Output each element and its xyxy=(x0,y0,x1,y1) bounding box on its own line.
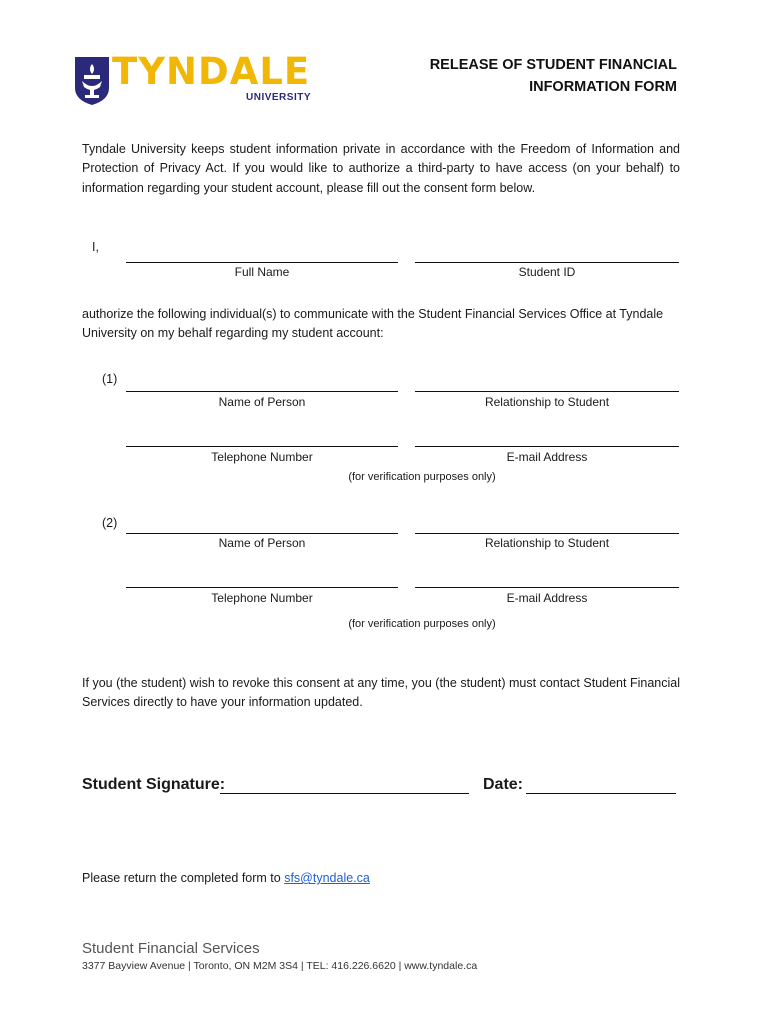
student-id-field[interactable] xyxy=(415,262,679,263)
student-prefix: I, xyxy=(92,240,99,254)
person-2-email-field[interactable] xyxy=(415,587,679,588)
student-id-label: Student ID xyxy=(518,265,576,279)
person-2-verification-note: (for verification purposes only) xyxy=(348,618,496,630)
return-email-link[interactable]: sfs@tyndale.ca xyxy=(284,871,370,885)
signature-field[interactable] xyxy=(220,793,469,794)
person-1-telephone-label: Telephone Number xyxy=(211,450,313,464)
person-2-name-label: Name of Person xyxy=(218,536,306,550)
date-label: Date: xyxy=(483,776,524,793)
return-text: Please return the completed form to xyxy=(82,871,281,885)
revoke-paragraph: If you (the student) wish to revoke this consent at any time, you (the student) must contact Student Financial Services directly to have your information updated. xyxy=(82,676,680,709)
person-2-number: (2) xyxy=(102,516,118,530)
intro-paragraph: Tyndale University keeps student information private in accordance with the Freedom of Information and Protection of Privacy Act. If you would like to authorize a third-party to have access (on your behalf) to information regarding your student account, please fill out the consent form below. xyxy=(82,142,680,195)
footer-address: 3377 Bayview Avenue | Toronto, ON M2M 3S4 | TEL: 416.226.6620 | www.tyndale.ca xyxy=(82,960,478,972)
person-1-number: (1) xyxy=(102,372,118,386)
form-title-line1: RELEASE OF STUDENT FINANCIAL xyxy=(429,57,677,73)
person-2-relationship-label: Relationship to Student xyxy=(484,536,610,550)
person-1-name-field[interactable] xyxy=(126,391,398,392)
footer-department: Student Financial Services xyxy=(82,940,260,957)
form-title xyxy=(430,54,677,98)
logo-shield-icon xyxy=(74,56,110,106)
person-2-email-label: E-mail Address xyxy=(506,591,588,605)
full-name-label: Full Name xyxy=(234,265,290,279)
signature-label: Student Signature: xyxy=(82,776,226,793)
person-2-name-field[interactable] xyxy=(126,533,398,534)
logo-wordmark: TYNDALE xyxy=(112,50,311,93)
person-1-verification-note: (for verification purposes only) xyxy=(348,471,496,483)
person-1-email-field[interactable] xyxy=(415,446,679,447)
person-1-name-label: Name of Person xyxy=(218,395,306,409)
person-1-relationship-field[interactable] xyxy=(415,391,679,392)
authorize-paragraph: authorize the following individual(s) to communicate with the Student Financial Services Office at Tyndale University on my behalf regarding my student account: xyxy=(82,307,664,340)
date-field[interactable] xyxy=(526,793,676,794)
person-2-telephone-label: Telephone Number xyxy=(211,591,313,605)
full-name-field[interactable] xyxy=(126,262,398,263)
person-1-relationship-label: Relationship to Student xyxy=(484,395,610,409)
form-title-line2: INFORMATION FORM xyxy=(529,79,677,95)
person-1-email-label: E-mail Address xyxy=(506,450,588,464)
logo-subtitle: UNIVERSITY xyxy=(246,92,312,103)
person-2-telephone-field[interactable] xyxy=(126,587,398,588)
person-2-relationship-field[interactable] xyxy=(415,533,679,534)
person-1-telephone-field[interactable] xyxy=(126,446,398,447)
return-instructions xyxy=(82,871,370,885)
